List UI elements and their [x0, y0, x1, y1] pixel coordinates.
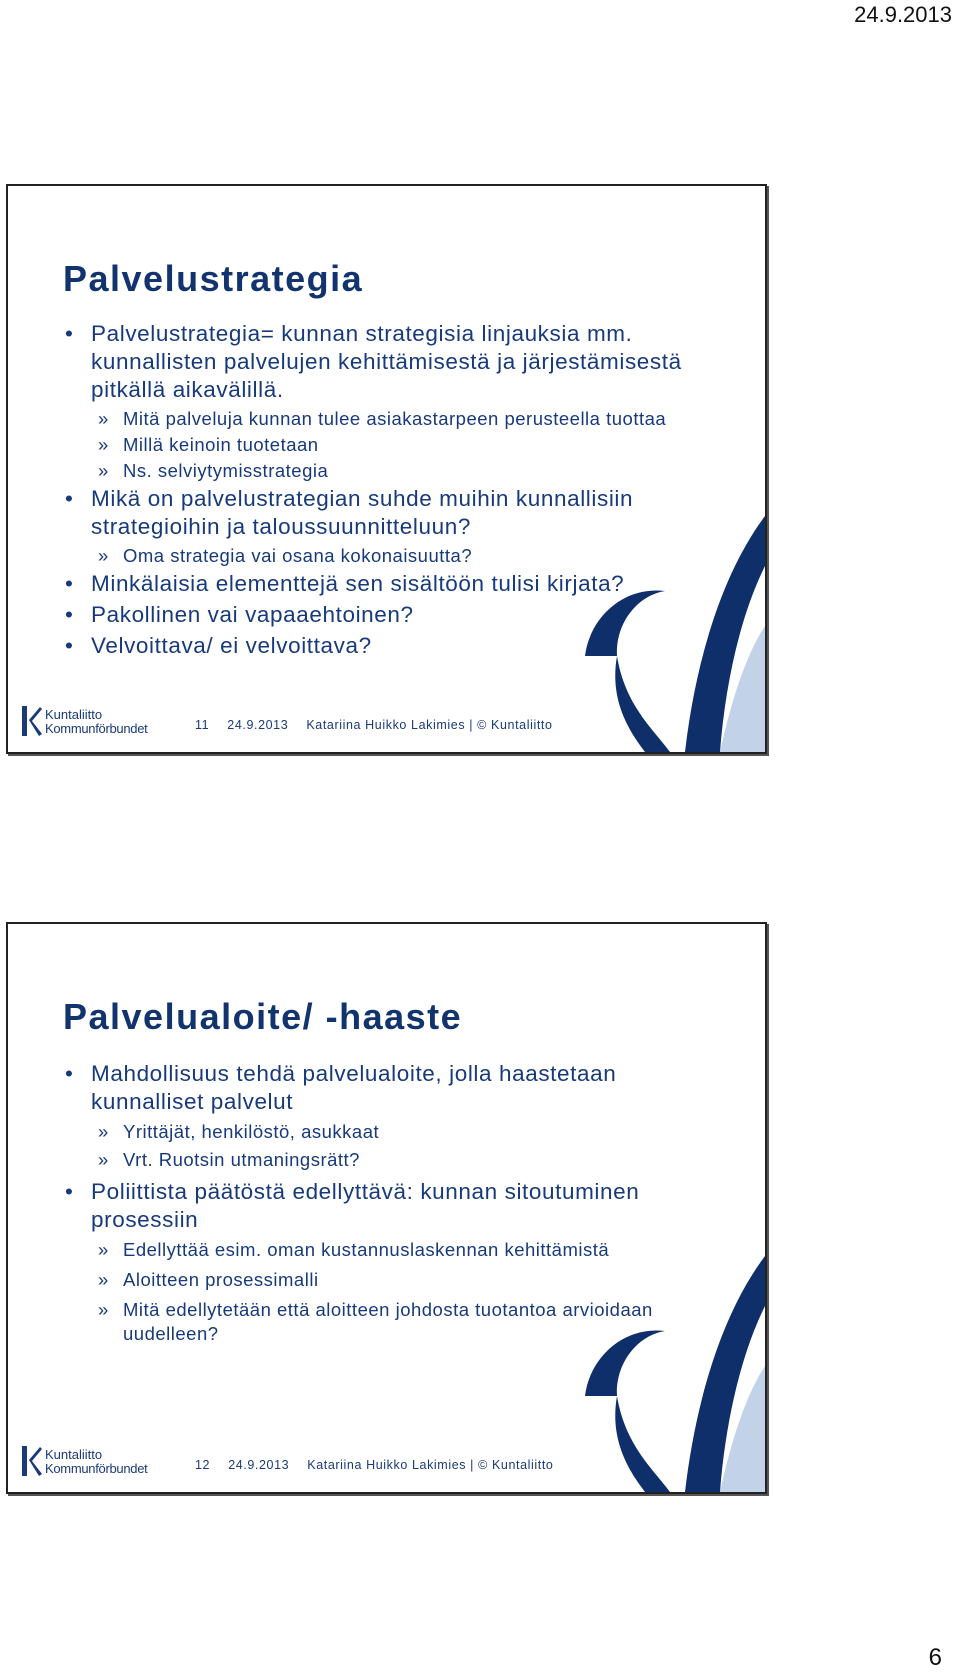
list-item-text: Pakollinen vai vapaaehtoinen? [91, 602, 414, 627]
footer-date: 24.9.2013 [228, 1458, 290, 1472]
footer-author: Katariina Huikko Lakimies | © Kuntaliitto [306, 718, 553, 732]
bullet: » [98, 460, 109, 481]
list-item-text: Mitä edellytetään että aloitteen johdosta tuotantoa arvioidaan uudelleen? [123, 1299, 653, 1344]
bullet: » [98, 434, 109, 455]
footer-text [195, 718, 567, 732]
list-item [63, 433, 713, 457]
list-item-text: Ns. selviytymisstrategia [123, 460, 329, 481]
bullet: • [65, 486, 74, 511]
bullet: » [98, 1121, 109, 1142]
list-item [63, 1120, 713, 1144]
list-item [63, 459, 713, 483]
list-item-text: Palvelustrategia= kunnan strategisia linjauksia mm. kunnallisten palvelujen kehittämisestä ja järjestämisestä pitkällä aikavälillä. [91, 321, 682, 402]
list-item [63, 1178, 713, 1234]
page-number: 6 [928, 1644, 942, 1671]
list-item [63, 570, 713, 598]
list-item-text: Mahdollisuus tehdä palvelualoite, jolla haastetaan kunnalliset palvelut [91, 1061, 617, 1114]
slide-title: Palvelustrategia [63, 258, 364, 299]
bullet: • [65, 321, 74, 346]
list-item [63, 407, 713, 431]
slide-footer [20, 704, 640, 740]
slide-11 [6, 184, 767, 754]
bullet: » [98, 1149, 109, 1170]
bullet: » [98, 1269, 109, 1290]
list-item [63, 1268, 713, 1292]
list-item-text: Mikä on palvelustrategian suhde muihin kunnallisiin strategioihin ja taloussuunnitteluun? [91, 486, 634, 539]
page-date: 24.9.2013 [854, 2, 952, 27]
list-item-text: Yrittäjät, henkilöstö, asukkaat [123, 1121, 380, 1142]
list-item [63, 320, 713, 404]
kuntaliitto-logo-icon [20, 704, 170, 740]
logo-line-1: Kuntaliitto [45, 1447, 103, 1462]
list-item [63, 1148, 713, 1172]
bullet: • [65, 633, 74, 658]
list-item [63, 1060, 713, 1116]
slide-footer [20, 1444, 640, 1480]
list-item [63, 1298, 713, 1346]
logo-line-1: Kuntaliitto [45, 707, 103, 722]
list-item-text: Velvoittava/ ei velvoittava? [91, 633, 372, 658]
bullet: • [65, 571, 74, 596]
bullet: » [98, 545, 109, 566]
list-item-text: Mitä palveluja kunnan tulee asiakastarpeen perusteella tuottaa [123, 408, 667, 429]
logo-line-2: Kommunförbundet [45, 1461, 148, 1476]
list-item-text: Aloitteen prosessimalli [123, 1269, 319, 1290]
slide-content [63, 1060, 713, 1352]
bullet: » [98, 1239, 109, 1260]
list-item-text: Poliittista päätöstä edellyttävä: kunnan sitoutuminen prosessiin [91, 1179, 640, 1232]
list-item [63, 544, 713, 568]
list-item-text: Edellyttää esim. oman kustannuslaskennan kehittämistä [123, 1239, 610, 1260]
list-item-text: Minkälaisia elementtejä sen sisältöön tulisi kirjata? [91, 571, 625, 596]
logo-line-2: Kommunförbundet [45, 721, 148, 736]
list-item [63, 1238, 713, 1262]
slide-number: 11 [195, 718, 210, 732]
slide-title: Palvelualoite/ -haaste [63, 996, 463, 1037]
list-item-text: Vrt. Ruotsin utmaningsrätt? [123, 1149, 360, 1170]
list-item [63, 485, 713, 541]
bullet: • [65, 1179, 74, 1204]
footer-author: Katariina Huikko Lakimies | © Kuntaliitto [307, 1458, 554, 1472]
list-item [63, 632, 713, 660]
kuntaliitto-logo-icon [20, 1444, 170, 1480]
bullet: • [65, 602, 74, 627]
slide-12 [6, 922, 767, 1494]
bullet: » [98, 1299, 109, 1320]
slide-number: 12 [195, 1458, 211, 1472]
footer-date: 24.9.2013 [227, 718, 289, 732]
footer-text [195, 1458, 567, 1472]
list-item-text: Millä keinoin tuotetaan [123, 434, 319, 455]
slide-content [63, 320, 713, 663]
bullet: » [98, 408, 109, 429]
bullet: • [65, 1061, 74, 1086]
list-item-text: Oma strategia vai osana kokonaisuutta? [123, 545, 473, 566]
list-item [63, 601, 713, 629]
